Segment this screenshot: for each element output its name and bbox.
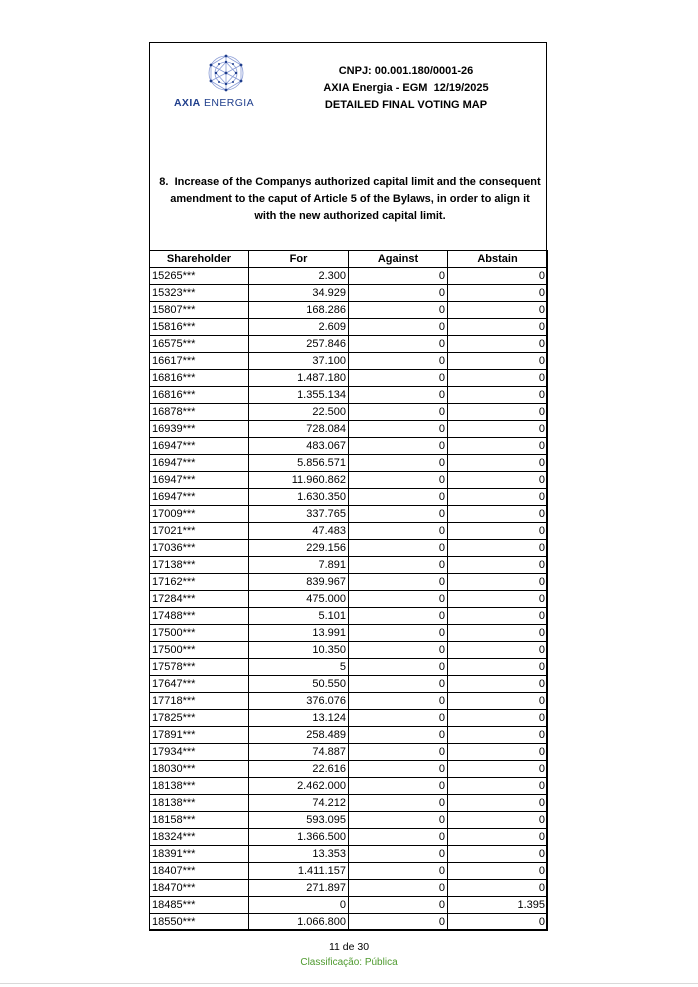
cell-shareholder: 18158***	[150, 812, 249, 829]
cell-for: 5	[249, 659, 349, 676]
cell-abstain: 0	[448, 863, 548, 880]
cell-abstain: 0	[448, 795, 548, 812]
cell-abstain: 0	[448, 778, 548, 795]
cell-abstain: 0	[448, 761, 548, 778]
cell-for: 34.929	[249, 285, 349, 302]
cell-shareholder: 18470***	[150, 880, 249, 897]
table-row	[150, 353, 548, 370]
cell-against: 0	[349, 591, 448, 608]
cell-abstain: 0	[448, 659, 548, 676]
cell-abstain: 0	[448, 540, 548, 557]
cell-against: 0	[349, 676, 448, 693]
cell-against: 0	[349, 540, 448, 557]
cell-for: 593.095	[249, 812, 349, 829]
cell-abstain: 0	[448, 302, 548, 319]
cell-shareholder: 17138***	[150, 557, 249, 574]
cell-for: 13.353	[249, 846, 349, 863]
table-row	[150, 880, 548, 897]
logo-wordmark	[164, 97, 264, 109]
table-row	[150, 897, 548, 914]
cell-abstain: 0	[448, 523, 548, 540]
table-row	[150, 761, 548, 778]
col-header-against: Against	[349, 251, 448, 268]
cell-abstain: 0	[448, 353, 548, 370]
cell-abstain: 0	[448, 336, 548, 353]
cell-shareholder: 18138***	[150, 778, 249, 795]
cell-shareholder: 17578***	[150, 659, 249, 676]
cell-against: 0	[349, 421, 448, 438]
cell-against: 0	[349, 370, 448, 387]
cell-shareholder: 17825***	[150, 710, 249, 727]
table-row	[150, 829, 548, 846]
cell-shareholder: 17284***	[150, 591, 249, 608]
table-row	[150, 914, 548, 931]
classification-label: Classificação: Pública	[300, 957, 398, 968]
cell-abstain: 0	[448, 285, 548, 302]
cell-shareholder: 16947***	[150, 455, 249, 472]
table-row	[150, 693, 548, 710]
cell-against: 0	[349, 659, 448, 676]
cell-abstain: 0	[448, 744, 548, 761]
cell-for: 271.897	[249, 880, 349, 897]
cell-against: 0	[349, 778, 448, 795]
cell-shareholder: 17036***	[150, 540, 249, 557]
table-row	[150, 846, 548, 863]
cell-for: 47.483	[249, 523, 349, 540]
table-row	[150, 336, 548, 353]
table-row	[150, 557, 548, 574]
table-row	[150, 778, 548, 795]
cell-for: 22.500	[249, 404, 349, 421]
table-header-row	[150, 251, 548, 268]
cell-against: 0	[349, 404, 448, 421]
table-row	[150, 659, 548, 676]
cell-against: 0	[349, 863, 448, 880]
cell-against: 0	[349, 438, 448, 455]
table-row	[150, 387, 548, 404]
cell-for: 1.411.157	[249, 863, 349, 880]
table-row	[150, 540, 548, 557]
page-number: 11 de 30	[328, 941, 370, 953]
cell-shareholder: 18550***	[150, 914, 249, 931]
bottom-divider	[0, 983, 698, 984]
cell-for: 2.462.000	[249, 778, 349, 795]
cell-abstain: 0	[448, 608, 548, 625]
table-row	[150, 319, 548, 336]
cell-for: 74.212	[249, 795, 349, 812]
cell-for: 11.960.862	[249, 472, 349, 489]
voting-table-body	[150, 268, 548, 931]
cell-shareholder: 16947***	[150, 438, 249, 455]
cell-against: 0	[349, 693, 448, 710]
table-row	[150, 506, 548, 523]
table-row	[150, 863, 548, 880]
cell-abstain: 0	[448, 319, 548, 336]
cell-abstain: 0	[448, 710, 548, 727]
cell-against: 0	[349, 268, 448, 285]
cell-for: 229.156	[249, 540, 349, 557]
cell-shareholder: 17647***	[150, 676, 249, 693]
cell-for: 5.101	[249, 608, 349, 625]
cell-against: 0	[349, 302, 448, 319]
cell-for: 1.366.500	[249, 829, 349, 846]
cell-shareholder: 17718***	[150, 693, 249, 710]
cell-for: 1.355.134	[249, 387, 349, 404]
question-line-1: 8. Increase of the Companys authorized capital limit and the consequent	[159, 176, 541, 188]
cell-abstain: 1.395	[448, 897, 548, 914]
table-row	[150, 642, 548, 659]
cell-against: 0	[349, 319, 448, 336]
cell-shareholder: 15265***	[150, 268, 249, 285]
cell-shareholder: 16816***	[150, 387, 249, 404]
cell-against: 0	[349, 353, 448, 370]
table-row	[150, 727, 548, 744]
cell-abstain: 0	[448, 370, 548, 387]
cell-for: 50.550	[249, 676, 349, 693]
cell-shareholder: 15807***	[150, 302, 249, 319]
cell-abstain: 0	[448, 676, 548, 693]
cell-against: 0	[349, 642, 448, 659]
table-row	[150, 676, 548, 693]
cell-shareholder: 16947***	[150, 472, 249, 489]
cell-for: 13.124	[249, 710, 349, 727]
table-row	[150, 268, 548, 285]
table-row	[150, 591, 548, 608]
cell-abstain: 0	[448, 625, 548, 642]
cell-abstain: 0	[448, 455, 548, 472]
cell-shareholder: 18138***	[150, 795, 249, 812]
company-logo	[164, 53, 264, 113]
cell-abstain: 0	[448, 727, 548, 744]
table-row	[150, 421, 548, 438]
cell-shareholder: 18324***	[150, 829, 249, 846]
cell-against: 0	[349, 574, 448, 591]
cell-abstain: 0	[448, 489, 548, 506]
cell-abstain: 0	[448, 574, 548, 591]
document-header	[278, 63, 534, 114]
cell-shareholder: 16816***	[150, 370, 249, 387]
table-row	[150, 489, 548, 506]
cell-against: 0	[349, 744, 448, 761]
cell-against: 0	[349, 795, 448, 812]
table-row	[150, 608, 548, 625]
table-row	[150, 472, 548, 489]
table-row	[150, 455, 548, 472]
col-header-abstain: Abstain	[448, 251, 548, 268]
voting-table	[149, 250, 548, 931]
cell-shareholder: 17500***	[150, 625, 249, 642]
cell-shareholder: 17162***	[150, 574, 249, 591]
cell-shareholder: 16947***	[150, 489, 249, 506]
table-row	[150, 523, 548, 540]
cell-for: 1.066.800	[249, 914, 349, 931]
cell-for: 839.967	[249, 574, 349, 591]
cell-abstain: 0	[448, 506, 548, 523]
cell-against: 0	[349, 557, 448, 574]
cell-against: 0	[349, 914, 448, 931]
table-row	[150, 370, 548, 387]
table-row	[150, 744, 548, 761]
cell-against: 0	[349, 506, 448, 523]
cell-against: 0	[349, 608, 448, 625]
cell-shareholder: 16939***	[150, 421, 249, 438]
cell-for: 483.067	[249, 438, 349, 455]
document-frame	[149, 42, 547, 930]
question-line-3: with the new authorized capital limit.	[254, 210, 446, 222]
cell-shareholder: 18030***	[150, 761, 249, 778]
cell-for: 0	[249, 897, 349, 914]
cell-for: 1.630.350	[249, 489, 349, 506]
cell-for: 22.616	[249, 761, 349, 778]
cell-abstain: 0	[448, 557, 548, 574]
cell-shareholder: 17021***	[150, 523, 249, 540]
cell-against: 0	[349, 710, 448, 727]
meeting-line: AXIA Energia - EGM 12/19/2025	[323, 82, 489, 94]
table-row	[150, 302, 548, 319]
cell-against: 0	[349, 897, 448, 914]
cell-for: 7.891	[249, 557, 349, 574]
cell-for: 1.487.180	[249, 370, 349, 387]
cell-shareholder: 18485***	[150, 897, 249, 914]
agenda-item-question	[154, 174, 546, 225]
cell-shareholder: 17500***	[150, 642, 249, 659]
cell-for: 168.286	[249, 302, 349, 319]
table-row	[150, 438, 548, 455]
cell-shareholder: 17009***	[150, 506, 249, 523]
cell-abstain: 0	[448, 404, 548, 421]
cell-abstain: 0	[448, 387, 548, 404]
table-row	[150, 404, 548, 421]
cell-shareholder: 16878***	[150, 404, 249, 421]
cell-shareholder: 18407***	[150, 863, 249, 880]
cell-against: 0	[349, 625, 448, 642]
cell-shareholder: 17488***	[150, 608, 249, 625]
cell-abstain: 0	[448, 421, 548, 438]
cell-against: 0	[349, 285, 448, 302]
cell-against: 0	[349, 812, 448, 829]
cell-for: 10.350	[249, 642, 349, 659]
cell-for: 13.991	[249, 625, 349, 642]
table-row	[150, 625, 548, 642]
cell-shareholder: 15816***	[150, 319, 249, 336]
cell-abstain: 0	[448, 591, 548, 608]
table-row	[150, 710, 548, 727]
table-row	[150, 285, 548, 302]
globe-logo-icon	[206, 53, 246, 93]
cell-for: 475.000	[249, 591, 349, 608]
cell-for: 728.084	[249, 421, 349, 438]
cell-abstain: 0	[448, 880, 548, 897]
cell-for: 376.076	[249, 693, 349, 710]
cell-abstain: 0	[448, 829, 548, 846]
cell-for: 257.846	[249, 336, 349, 353]
cell-against: 0	[349, 336, 448, 353]
table-row	[150, 812, 548, 829]
cell-against: 0	[349, 880, 448, 897]
cell-abstain: 0	[448, 693, 548, 710]
cell-abstain: 0	[448, 438, 548, 455]
cell-shareholder: 17934***	[150, 744, 249, 761]
cell-against: 0	[349, 523, 448, 540]
cell-for: 5.856.571	[249, 455, 349, 472]
cell-shareholder: 16575***	[150, 336, 249, 353]
cell-for: 37.100	[249, 353, 349, 370]
cell-shareholder: 17891***	[150, 727, 249, 744]
cell-abstain: 0	[448, 914, 548, 931]
document-title: DETAILED FINAL VOTING MAP	[324, 99, 488, 111]
logo-brand-bold: AXIA	[173, 97, 201, 109]
cell-abstain: 0	[448, 812, 548, 829]
cell-for: 258.489	[249, 727, 349, 744]
cell-against: 0	[349, 727, 448, 744]
cell-abstain: 0	[448, 268, 548, 285]
cnpj-line: CNPJ: 00.001.180/0001-26	[338, 65, 474, 77]
question-line-2: amendment to the caput of Article 5 of the Bylaws, in order to align it	[170, 193, 530, 205]
cell-against: 0	[349, 455, 448, 472]
logo-brand-rest: ENERGIA	[200, 97, 255, 109]
cell-for: 2.300	[249, 268, 349, 285]
cell-shareholder: 15323***	[150, 285, 249, 302]
cell-against: 0	[349, 472, 448, 489]
cell-against: 0	[349, 761, 448, 778]
cell-abstain: 0	[448, 642, 548, 659]
table-row	[150, 574, 548, 591]
cell-against: 0	[349, 387, 448, 404]
cell-shareholder: 18391***	[150, 846, 249, 863]
cell-against: 0	[349, 829, 448, 846]
table-row	[150, 795, 548, 812]
col-header-shareholder: Shareholder	[150, 251, 249, 268]
cell-for: 2.609	[249, 319, 349, 336]
cell-abstain: 0	[448, 846, 548, 863]
col-header-for: For	[249, 251, 349, 268]
cell-for: 337.765	[249, 506, 349, 523]
cell-for: 74.887	[249, 744, 349, 761]
cell-shareholder: 16617***	[150, 353, 249, 370]
cell-against: 0	[349, 489, 448, 506]
cell-against: 0	[349, 846, 448, 863]
cell-abstain: 0	[448, 472, 548, 489]
